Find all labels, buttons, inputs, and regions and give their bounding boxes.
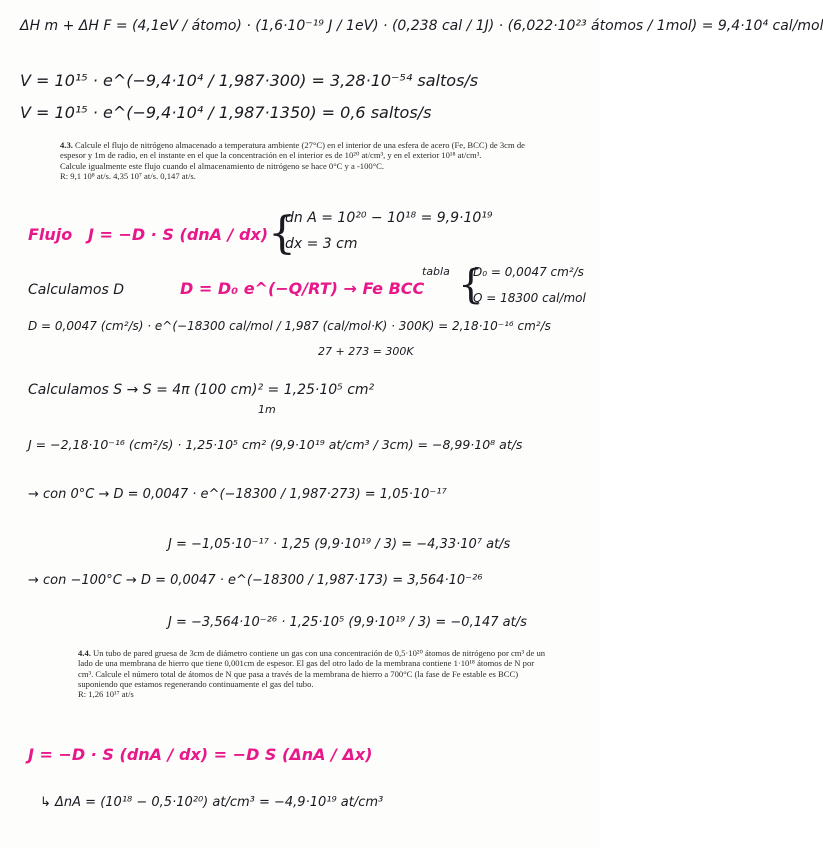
flux-label: Flujo bbox=[28, 225, 73, 244]
energy-conversion-line: ΔH m + ΔH F = (4,1eV / átomo) · (1,6·10⁻¹⁹ J / 1eV) · (0,238 cal / 1J) · (6,022·10²³ átomos / 1mol) = 9,4·10⁴ cal/mol bbox=[20, 18, 823, 34]
problem-4-3-text2: Calcule igualmente este flujo cuando el almacenamiento de nitrógeno se hace 0°C y a -100°C. bbox=[60, 160, 385, 171]
calc-s: Calculamos S → S = 4π (100 cm)² = 1,25·10⁵ cm² bbox=[28, 382, 375, 398]
j-result-minus-100c: J = −3,564·10⁻²⁶ · 1,25·10⁵ (9,9·10¹⁹ / 3) = −0,147 at/s bbox=[168, 615, 527, 630]
problem-4-3 bbox=[60, 140, 540, 181]
q-value: Q = 18300 cal/mol bbox=[473, 291, 586, 305]
problem-4-3-number: 4.3. bbox=[60, 140, 73, 150]
dx-value: dx = 3 cm bbox=[285, 236, 358, 252]
j-result-0c: J = −1,05·10⁻¹⁷ · 1,25 (9,9·10¹⁹ / 3) = −4,33·10⁷ at/s bbox=[168, 537, 511, 552]
d-value: D = 0,0047 (cm²/s) · e^(−18300 cal/mol / 1,987 (cal/mol·K) · 300K) = 2,18·10⁻¹⁶ cm²/s bbox=[28, 319, 551, 333]
delta-na: ↳ ΔnA = (10¹⁸ − 0,5·10²⁰) at/cm³ = −4,9·10¹⁹ at/cm³ bbox=[40, 795, 384, 810]
calc-d-label: Calculamos D bbox=[28, 282, 125, 298]
problem-4-3-answer: R: 9,1 10⁸ at/s. 4,35 10⁷ at/s. 0,147 at/s. bbox=[60, 170, 196, 181]
jump-frequency-300k: V = 10¹⁵ · e^(−9,4·10⁴ / 1,987·300) = 3,28·10⁻⁵⁴ saltos/s bbox=[20, 71, 479, 90]
problem-4-4-answer: R: 1,26 10¹⁷ at/s bbox=[78, 689, 134, 700]
problem-4-4-number: 4.4. bbox=[78, 648, 91, 658]
problem-4-3-text: Calcule el flujo de nitrógeno almacenado a temperatura ambiente (27°C) en el interior de una esfera de acero (Fe, BCC) de 3cm de espesor y 1m de radio, en el instante en el que la concentración en el interior es de 10²⁰ at/cm³, y en el exterior 10¹⁸ at/cm³. bbox=[60, 140, 525, 161]
flux-formula-4-4: J = −D · S (dnA / dx) = −D S (ΔnA / Δx) bbox=[28, 745, 373, 764]
problem-4-4-text: Un tubo de pared gruesa de 3cm de diámetro contiene un gas con una concentración de 0,5·10²⁰ átomos de nitrógeno por cm³ de un lado de una membrana de hierro que tiene 0,001cm de espesor. El gas del otro lado de la membrana contiene 1·10¹⁸ átomos de N por cm³. Calcule el número total de átomos de N que pasa a través de la membrana de hierro a 700°C (la fase de Fe estable es BCC) suponiendo que estamos regenerando continuamente el gas del tubo. bbox=[78, 648, 546, 689]
d-at-0c: → con 0°C → D = 0,0047 · e^(−18300 / 1,987·273) = 1,05·10⁻¹⁷ bbox=[28, 487, 447, 502]
brace-tabla: { bbox=[458, 262, 484, 308]
problem-4-4 bbox=[78, 648, 546, 700]
d0-value: D₀ = 0,0047 cm²/s bbox=[473, 265, 584, 279]
jump-frequency-1350k: V = 10¹⁵ · e^(−9,4·10⁴ / 1,987·1350) = 0,6 saltos/s bbox=[20, 103, 432, 122]
j-result-27c: J = −2,18·10⁻¹⁶ (cm²/s) · 1,25·10⁵ cm² (9,9·10¹⁹ at/cm³ / 3cm) = −8,99·10⁸ at/s bbox=[28, 437, 523, 452]
one-m-note: 1m bbox=[258, 403, 276, 416]
d-at-minus-100c: → con −100°C → D = 0,0047 · e^(−18300 / 1,987·173) = 3,564·10⁻²⁶ bbox=[28, 573, 483, 588]
dn-value: dn A = 10²⁰ − 10¹⁸ = 9,9·10¹⁹ bbox=[285, 210, 493, 226]
tabla-label: tabla bbox=[422, 265, 450, 278]
flux-formula: J = −D · S (dnA / dx) bbox=[88, 225, 269, 244]
temp-note: 27 + 273 = 300K bbox=[318, 345, 414, 358]
calc-d-formula: D = D₀ e^(−Q/RT) → Fe BCC bbox=[180, 279, 425, 298]
brace: { bbox=[268, 208, 296, 259]
